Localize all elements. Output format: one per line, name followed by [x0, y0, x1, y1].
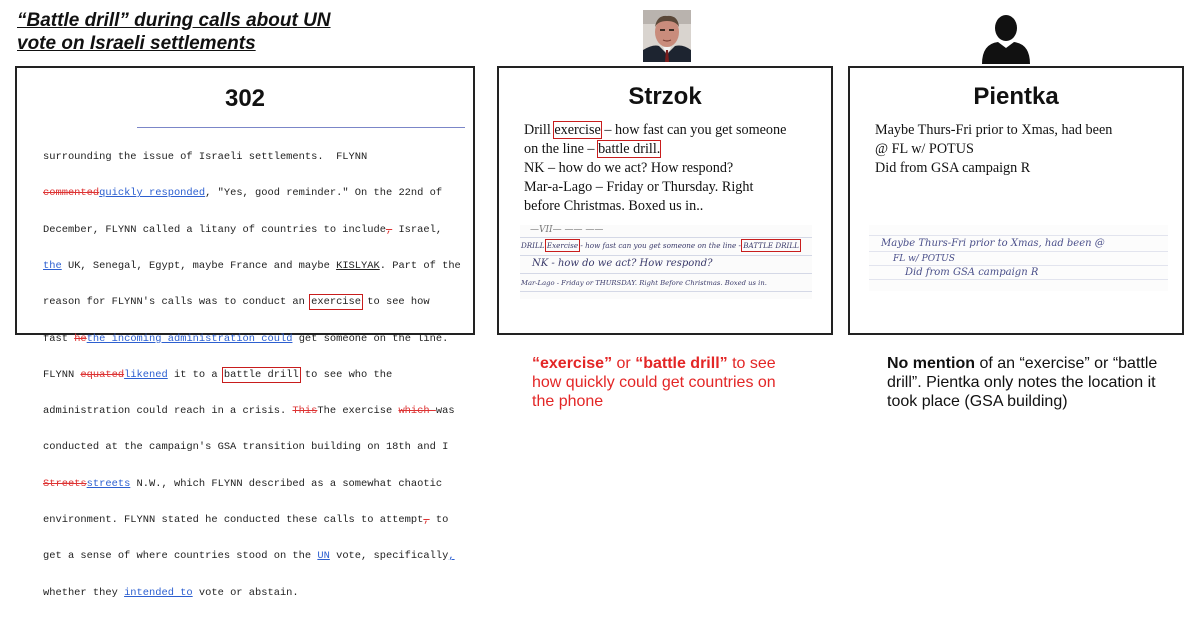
caption-text: to see how quickly could get countries on the phone	[532, 355, 776, 410]
handwriting-line: FL w/ POTUS	[893, 254, 955, 264]
text: to	[429, 514, 449, 526]
excerpt-line	[43, 296, 463, 308]
caption-text: or	[612, 355, 636, 372]
caption-strzok	[532, 354, 802, 411]
ruled-line	[869, 251, 1168, 252]
text: whether they	[43, 586, 125, 599]
text: to see who the	[298, 368, 393, 381]
excerpt-line	[43, 441, 463, 453]
highlight-exercise: exercise	[554, 122, 601, 138]
ruled-line	[869, 279, 1168, 280]
highlight-battle-drill: BATTLE DRILL	[743, 241, 799, 250]
excerpt-line	[43, 224, 463, 236]
title-line-2: vote on Israeli settlements	[17, 33, 256, 54]
panel-strzok	[497, 66, 833, 335]
excerpt-line	[43, 550, 463, 562]
text: . Part of the	[379, 260, 461, 273]
deletion: equated	[80, 368, 125, 381]
text: – how fast can you get someone	[600, 122, 787, 138]
handwriting-line: NK - how do we act? How respond?	[532, 258, 713, 269]
excerpt-line	[43, 369, 463, 381]
text: vote or abstain.	[192, 586, 299, 599]
text: conducted at the campaign's GSA transition building on 18th and I	[43, 441, 449, 454]
note-line	[524, 140, 824, 159]
note-line: Maybe Thurs-Fri prior to Xmas, had been	[875, 122, 1113, 138]
title-line-1: “Battle drill” during calls about UN	[17, 10, 331, 31]
excerpt-line	[43, 587, 463, 599]
ruled-line	[520, 273, 812, 274]
text: FLYNN	[43, 368, 81, 381]
panel-title-pientka: Pientka	[973, 83, 1059, 110]
insertion: quickly responded	[99, 187, 206, 200]
insertion: UN	[317, 550, 330, 563]
text: fast	[43, 332, 75, 345]
caption-keyword: “battle drill”	[635, 355, 728, 372]
ruled-line	[869, 235, 1168, 236]
insertion: could	[255, 332, 293, 345]
panel-302	[15, 66, 475, 599]
caption-pientka	[887, 354, 1177, 411]
deletion: Streets	[43, 477, 87, 490]
handwriting-line: Maybe Thurs-Fri prior to Xmas, had been @	[881, 238, 1105, 249]
text: to see how	[361, 296, 430, 309]
strzok-handwritten-notes	[520, 225, 812, 299]
text: , "Yes, good reminder." On the 22nd of	[205, 187, 443, 200]
text: N.W., which FLYNN described as a somewhat chaotic	[130, 477, 443, 490]
note-line: before Christmas. Boxed us in..	[524, 198, 704, 214]
text: Drill	[524, 122, 555, 138]
text: December, FLYNN called a litany of countries to include	[43, 223, 386, 236]
text: Israel,	[392, 223, 443, 236]
note-line: Did from GSA campaign R	[875, 160, 1031, 176]
text: surrounding the issue of Israeli settlements. FLYNN	[43, 151, 368, 164]
insertion: streets	[86, 477, 131, 490]
highlight-exercise: exercise	[311, 296, 362, 309]
text: was	[435, 405, 455, 418]
pientka-typed-notes	[875, 121, 1175, 178]
deletion: commented	[43, 187, 100, 200]
text: UK, Senegal, Egypt, maybe France and maybe	[61, 260, 337, 273]
text: DRILL	[521, 241, 545, 250]
insertion: likened	[124, 368, 168, 381]
note-line: Mar-a-Lago – Friday or Thursday. Right	[524, 179, 754, 195]
person-silhouette-icon	[978, 14, 1034, 64]
text: get a sense of where countries stood on the	[43, 550, 318, 563]
deletion: he	[74, 332, 87, 345]
text: on the line –	[524, 141, 599, 157]
text: - how fast can you get someone on the line -	[580, 241, 741, 250]
insertion: intended to	[124, 586, 193, 599]
ruled-line	[520, 255, 812, 256]
insertion: the incoming administration	[86, 332, 256, 345]
note-line: NK – how do we act? How respond?	[524, 160, 734, 176]
pientka-handwritten-notes	[869, 225, 1168, 291]
highlight-battle-drill: battle drill.	[598, 141, 661, 157]
insertion: ,	[448, 550, 455, 563]
deletion: This	[292, 405, 318, 418]
ruled-line	[520, 291, 812, 292]
handwriting-line: —VII— —— ——	[530, 225, 604, 235]
caption-text: of an “exercise” or “battle drill”. Pientka only notes the location it took place (GSA building)	[887, 355, 1158, 410]
handwriting-line	[521, 240, 799, 251]
text: get someone on the line.	[292, 332, 449, 345]
text: administration could reach in a crisis.	[43, 405, 293, 418]
excerpt-line	[43, 187, 463, 199]
highlight-battle-drill: battle drill	[223, 368, 299, 381]
deletion: ,	[423, 514, 430, 526]
deletion: ,	[385, 223, 393, 236]
excerpt-line	[43, 405, 463, 417]
excerpt-line	[43, 333, 463, 345]
text: environment. FLYNN stated he conducted these calls to attempt	[43, 514, 424, 526]
caption-keyword: “exercise”	[532, 355, 613, 372]
ruled-line	[520, 237, 812, 238]
text: it to a	[167, 368, 224, 381]
excerpt-line	[43, 151, 463, 163]
deletion: which	[398, 405, 436, 418]
excerpt-line	[43, 478, 463, 490]
panel-title-302: 302	[224, 85, 266, 112]
panel-pientka	[848, 66, 1184, 335]
note-line	[524, 121, 824, 140]
strzok-photo	[643, 10, 691, 62]
underlined-name: KISLYAK	[336, 260, 380, 273]
fd302-excerpt	[43, 127, 463, 623]
panel-title-strzok: Strzok	[628, 83, 702, 110]
handwriting-line: Mar-Lago - Friday or THURSDAY. Right Before Christmas. Boxed us in.	[521, 279, 767, 287]
ruled-line	[869, 265, 1168, 266]
highlight-exercise: Exercise	[546, 241, 579, 250]
text: reason for FLYNN's calls was to conduct an	[43, 296, 312, 309]
strzok-typed-notes	[524, 121, 824, 216]
excerpt-line	[43, 260, 463, 272]
page-title	[17, 9, 377, 55]
insertion: the	[43, 260, 62, 273]
text: The exercise	[317, 405, 399, 418]
text: vote, specifically	[329, 550, 449, 563]
caption-keyword: No mention	[887, 355, 975, 372]
handwriting-line: Did from GSA campaign R	[905, 267, 1039, 278]
note-line: @ FL w/ POTUS	[875, 141, 974, 157]
excerpt-line	[43, 514, 463, 526]
